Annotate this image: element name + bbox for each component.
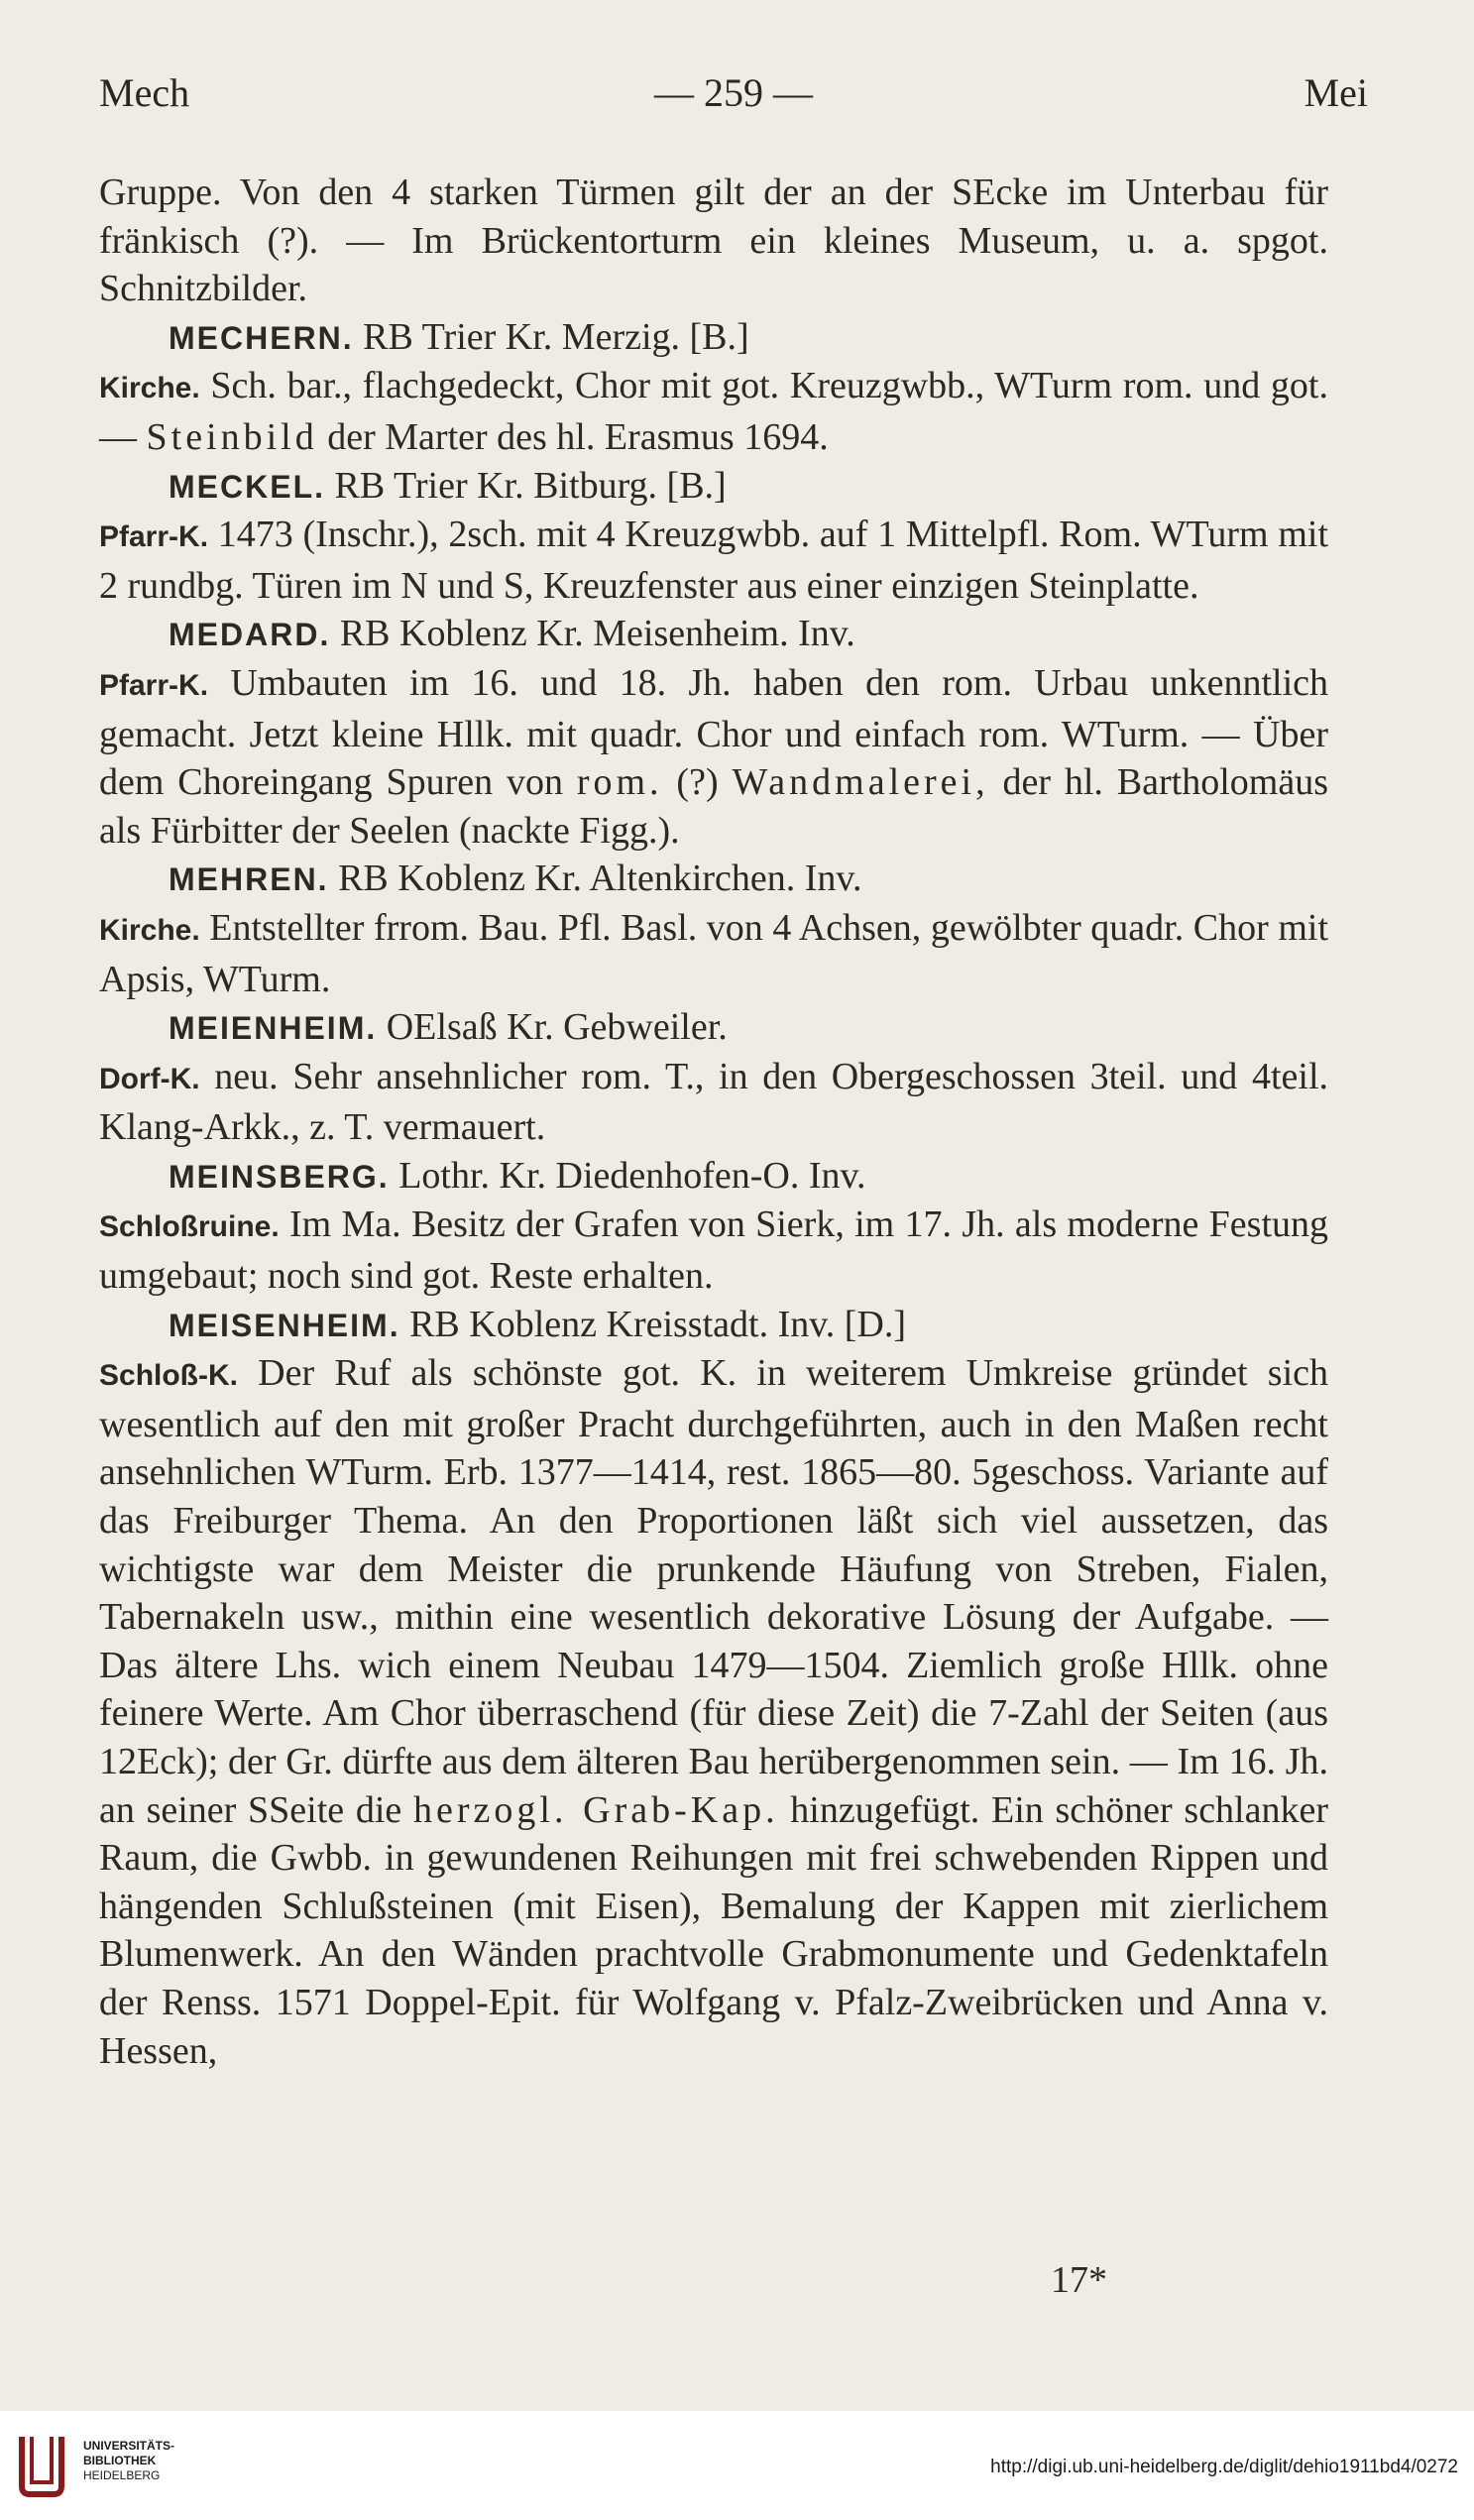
place-name: MEIENHEIM. [169, 1010, 378, 1047]
text-run: Sch. bar., flachgedeckt, Chor mit got. Kreuzgwbb., WTurm rom. und got. — [99, 365, 1328, 458]
text-run: Entstellter frrom. Bau. Pfl. Basl. von 4 Achsen, gewölbter quadr. Chor mit Apsis, WTurm. [99, 906, 1328, 1000]
object-label: Pfarr-K. [99, 668, 209, 702]
entry-heading [99, 462, 1328, 512]
text-run: Der Ruf als schönste got. K. in weiterem Umkreise gründet sich wesentlich auf den mit großer Pracht durchgeführten, auch in den Maßen recht ansehnlichen WTurm. Erb. 1377—1414, rest. 1865—80. 5geschoss. Variante auf das Freiburger Thema. An den Proportionen läßt sich viel aussetzen, das wichtigste war dem Meister die prunkende Häufung von Streben, Fialen, Tabernakeln usw., mithin eine wesentlich dekorative Lösung der Aufgabe. — Das ältere Lhs. wich einem Neubau 1479—1504. Ziemlich große Hllk. ohne feinere Werte. Am Chor überraschend (für diese Zeit) die 7-Zahl der Seiten (aus 12Eck); der Gr. dürfte aus dem älteren Bau herübergenommen sein. — Im 16. Jh. an seiner SSeite die [99, 1352, 1328, 1831]
place-name: MEHREN. [169, 861, 329, 898]
library-line-3: HEIDELBERG [83, 2468, 161, 2482]
object-label: Kirche. [99, 372, 200, 405]
text-run: RB Koblenz Kr. Altenkirchen. Inv. [328, 858, 862, 900]
running-header [99, 69, 1368, 139]
text-run: der Marter des hl. Erasmus 1694. [317, 415, 829, 458]
signature-mark: 17* [1051, 2259, 1107, 2301]
university-library-logo-icon [14, 2431, 69, 2500]
library-line-2: BIBLIOTHEK [83, 2454, 157, 2467]
text-run: Umbauten im 16. und 18. Jh. haben den rom. Urbau unkenntlich gemacht. Jetzt kleine Hllk. mit quadr. Chor und einfach rom. WTurm. — Über dem Choreingang Spuren von [99, 661, 1328, 804]
library-line-1: UNIVERSITÄTS- [83, 2439, 175, 2453]
place-name: MEISENHEIM. [169, 1307, 400, 1343]
object-label: Dorf-K. [99, 1062, 200, 1095]
object-label: Pfarr-K. [99, 520, 209, 554]
entry-paragraph [99, 904, 1328, 1003]
entry-paragraph [99, 1201, 1328, 1300]
place-name: MECKEL. [169, 468, 325, 505]
place-name: MEINSBERG. [169, 1158, 390, 1195]
text-run: neu. Sehr ansehnlicher rom. T., in den Obergeschossen 3teil. und 4teil. Klang-Arkk., z. T. vermauert. [99, 1055, 1328, 1149]
text-run: 1473 (Inschr.), 2sch. mit 4 Kreuzgwbb. auf 1 Mittelpfl. Rom. WTurm mit 2 rundbg. Türen im N und S, Kreuzfenster aus einer einzigen Steinplatte. [99, 514, 1328, 607]
place-name: MECHERN. [169, 319, 354, 356]
entry-heading [99, 855, 1328, 904]
object-label: Schloß-K. [99, 1359, 238, 1393]
text-run: Lothr. Kr. Diedenhofen-O. Inv. [389, 1154, 866, 1197]
library-name [83, 2439, 174, 2483]
text-run: rom. [576, 761, 663, 804]
text-body [99, 169, 1328, 2075]
text-run: (?) [662, 761, 733, 804]
text-run: hinzugefügt. Ein schöner schlanker Raum, die Gwbb. in gewundenen Reihungen mit frei schwebenden Rippen und hängenden Schlußsteinen (mit Eisen), Bemalung der Kappen mit zierlichem Blumenwerk. An den Wänden prachtvolle Grabmonumente und Gedenktafeln der Renss. 1571 Doppel-Epit. für Wolfgang v. Pfalz-Zweibrücken und Anna v. Hessen, [99, 1788, 1328, 2072]
object-label: Schloßruine. [99, 1210, 280, 1244]
text-run: Gruppe. Von den 4 starken Türmen gilt der an der SEcke im Unterbau für fränkisch (?). — Im Brückentorturm ein kleines Museum, u. a. spgot. Schnitzbilder. [99, 172, 1328, 310]
entry-heading [99, 1152, 1328, 1202]
text-run: Wandmalerei, [732, 761, 989, 804]
entry-heading [99, 1301, 1328, 1350]
header-left: Mech [99, 70, 190, 115]
entry-heading [99, 610, 1328, 659]
object-label: Kirche. [99, 913, 200, 947]
entry-paragraph [99, 659, 1328, 855]
entry-paragraph [99, 1349, 1328, 2075]
text-run: Im Ma. Besitz der Grafen von Sierk, im 17. Jh. als moderne Festung umgebaut; noch sind got. Reste erhalten. [99, 1203, 1328, 1298]
source-url-link[interactable]: http://digi.ub.uni-heidelberg.de/diglit/dehio1911bd4/0272 [990, 2457, 1458, 2477]
page-number: — 259 — [654, 70, 813, 115]
text-run: RB Trier Kr. Merzig. [B.] [353, 315, 749, 358]
entry-paragraph [99, 511, 1328, 610]
text-run: RB Trier Kr. Bitburg. [B.] [325, 464, 727, 507]
entry-heading [99, 1003, 1328, 1053]
text-run: der hl. Bartholomäus als Fürbitter der Seelen (nackte Figg.). [99, 761, 1328, 852]
header-right: Mei [1304, 70, 1368, 115]
entry-heading [99, 313, 1328, 363]
entry-paragraph [99, 169, 1328, 313]
text-run: OElsaß Kr. Gebweiler. [377, 1006, 728, 1049]
text-run: Steinbild [146, 415, 318, 458]
text-run: herzogl. Grab-Kap. [413, 1788, 779, 1831]
entry-paragraph [99, 362, 1328, 461]
place-name: MEDARD. [169, 617, 331, 653]
footer-bar [0, 2411, 1474, 2520]
text-run: RB Koblenz Kr. Meisenheim. Inv. [330, 613, 855, 655]
text-run: RB Koblenz Kreisstadt. Inv. [D.] [399, 1303, 907, 1345]
entry-paragraph [99, 1053, 1328, 1152]
